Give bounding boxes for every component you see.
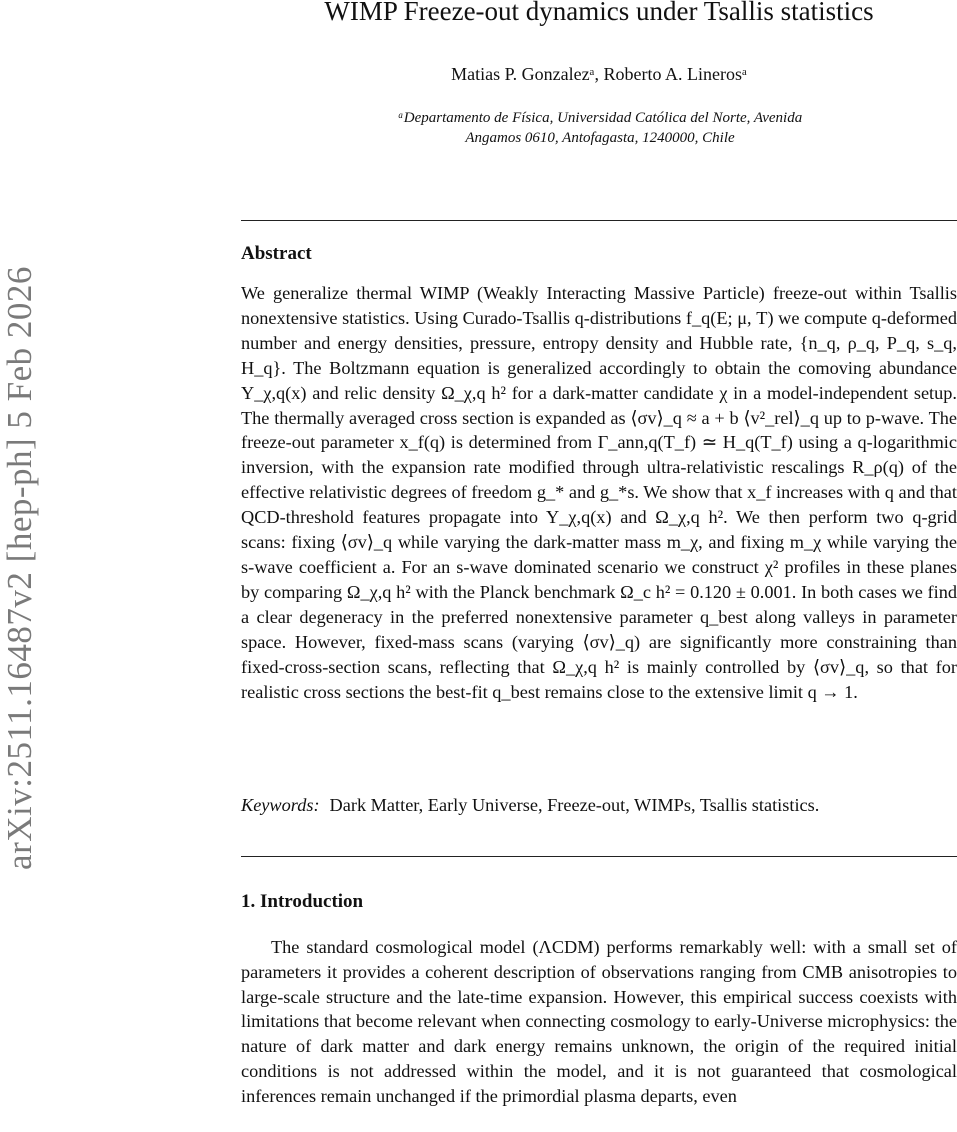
introduction-paragraph: The standard cosmological model (ΛCDM) performs remarkably well: with a small set of parameters it provides a coherent description of observations ranging from CMB anisotropies to large-scale structure and the late-time expansion. However, this empirical success coexists with limitations that become relevant when connecting cosmology to early-Universe microphysics: the nature of dark matter and dark energy remains unknown, the origin of the required initial conditions is not addressed within the model, and it is not guaranteed that cosmological inferences remain unchanged if the primordial plasma departs, even	[241, 937, 957, 1106]
arxiv-identifier: arXiv:2511.16487v2 [hep-ph] 5 Feb 2026	[0, 266, 39, 870]
affiliation-line-1: ᵃDepartamento de Física, Universidad Católica del Norte, Avenida	[397, 110, 803, 126]
section-heading-introduction: 1. Introduction	[241, 891, 364, 912]
affiliation-line-2: Angamos 0610, Antofagasta, 1240000, Chile	[465, 130, 735, 146]
author-list: Matias P. Gonzalezᵃ, Roberto A. Linerosᵃ	[451, 64, 747, 84]
bottom-rule	[241, 856, 957, 857]
keywords	[241, 793, 957, 817]
top-rule	[241, 220, 957, 221]
keywords-label: Keywords:	[241, 795, 320, 815]
affiliation	[300, 108, 900, 148]
abstract-text: We generalize thermal WIMP (Weakly Interacting Massive Particle) freeze-out within Tsallis nonextensive statistics. Using Curado-Tsallis q-distributions f_q(E; μ, T) we compute q-deformed number and energy densities, pressure, entropy density and Hubble rate, {n_q, ρ_q, P_q, s_q, H_q}. The Boltzmann equation is generalized accordingly to obtain the comoving abundance Y_χ,q(x) and relic density Ω_χ,q h² for a dark-matter candidate χ in a model-independent setup. The thermally averaged cross section is expanded as ⟨σv⟩_q ≈ a + b ⟨v²_rel⟩_q up to p-wave. The freeze-out parameter x_f(q) is determined from Γ_ann,q(T_f) ≃ H_q(T_f) using a q-logarithmic inversion, with the expansion rate modified through ultra-relativistic rescalings R_ρ(q) of the effective relativistic degrees of freedom g_* and g_*s. We show that x_f increases with q and that QCD-threshold features propagate into Y_χ,q(x) and Ω_χ,q h². We then perform two q-grid scans: fixing ⟨σv⟩_q while varying the dark-matter mass m_χ, and fixing m_χ while varying the s-wave coefficient a. For an s-wave dominated scenario we construct χ² profiles in these planes by comparing Ω_χ,q h² with the Planck benchmark Ω_c h² = 0.120 ± 0.001. In both cases we find a clear degeneracy in the preferred nonextensive parameter q_best along valleys in parameter space. However, fixed-mass scans (varying ⟨σv⟩_q) are significantly more constraining than fixed-cross-section scans, reflecting that Ω_χ,q h² is mainly controlled by ⟨σv⟩_q, so that for realistic cross sections the best-fit q_best remains close to the extensive limit q → 1.	[241, 283, 957, 702]
paper-title: WIMP Freeze-out dynamics under Tsallis statistics	[324, 0, 874, 26]
introduction-body	[241, 935, 957, 1109]
abstract-heading: Abstract	[241, 243, 312, 264]
abstract-body	[241, 281, 957, 704]
keywords-text: Dark Matter, Early Universe, Freeze-out, WIMPs, Tsallis statistics.	[329, 795, 820, 815]
